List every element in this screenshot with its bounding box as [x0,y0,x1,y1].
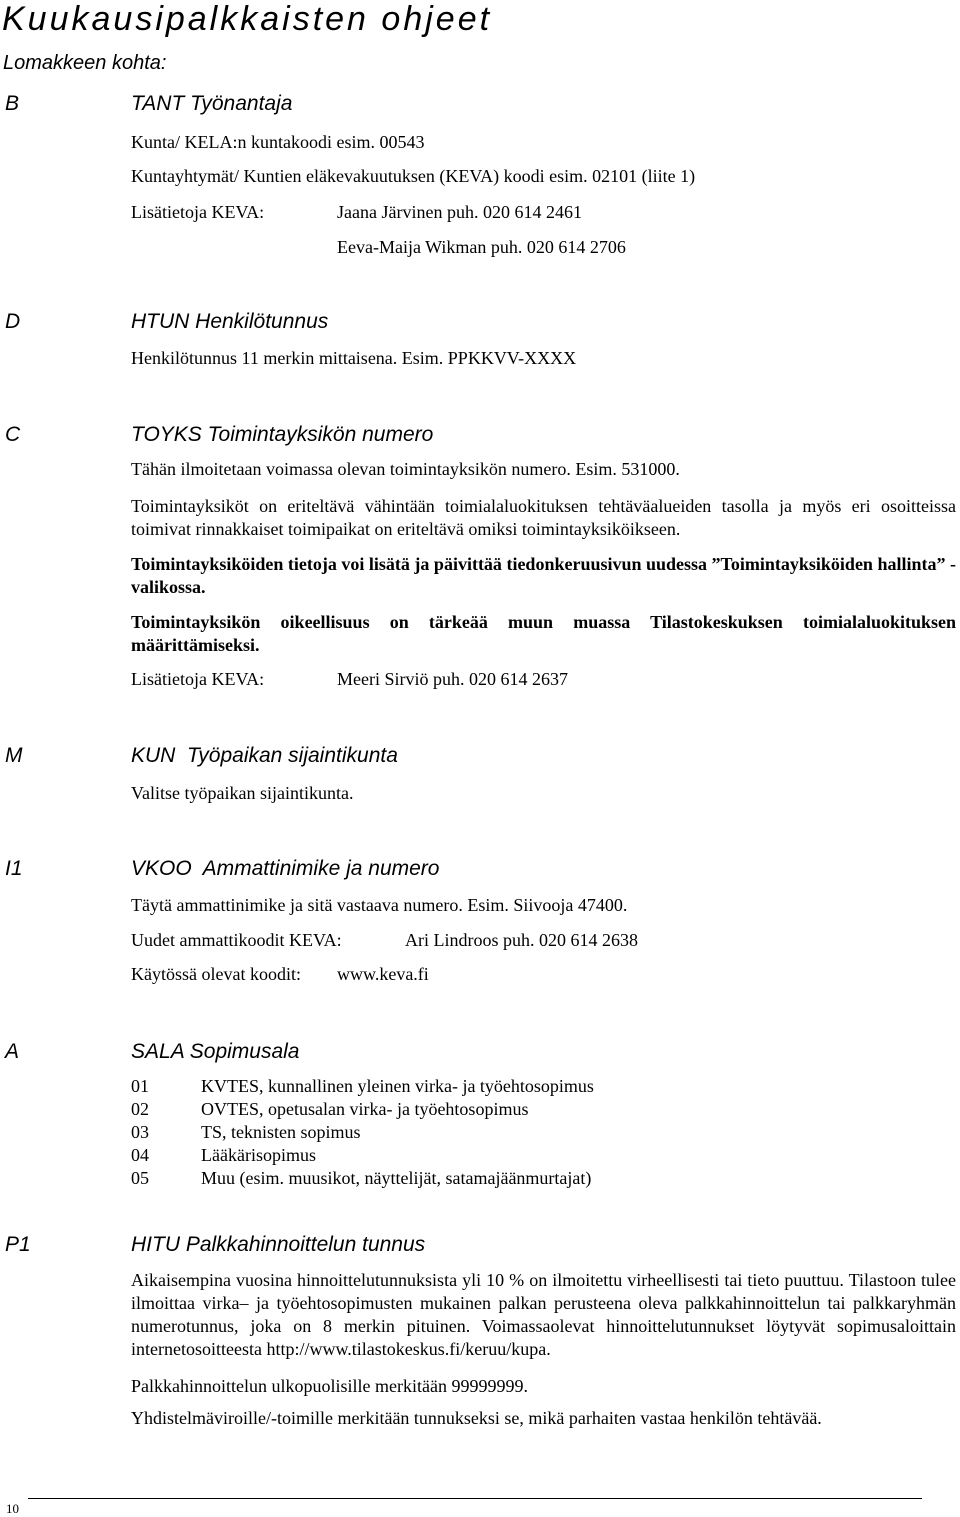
unit-correctness-paragraph: Toimintayksikön oikeellisuus on tärkeää muun muassa Tilastokeskuksen toimialaluokituksen määrittämiseksi. [131,612,956,655]
section-code-m: M [5,744,23,767]
contact-person-c: Meeri Sirviö puh. 020 614 2637 [337,669,568,689]
agreement-number: 01 [131,1076,149,1096]
section-code-d: D [5,310,21,333]
combined-posts-line: Yhdistelmäviroille/-toimille merkitään tunnukseksi se, mikä parhaiten vastaa henkilön tehtävää. [131,1408,822,1428]
section-heading-i1: VKOO Ammattinimike ja numero [131,857,440,880]
occupation-contact-person: Ari Lindroos puh. 020 614 2638 [405,930,638,950]
agreement-number: 05 [131,1168,149,1188]
unit-number-instruction: Tähän ilmoitetaan voimassa olevan toimintayksikön numero. Esim. 531000. [131,459,680,479]
agreement-number: 03 [131,1122,149,1142]
agreement-name: OVTES, opetusalan virka- ja työehtosopimus [201,1099,529,1119]
occupation-contact-line [131,930,638,951]
section-heading-b: TANT Työnantaja [131,92,293,115]
agreement-number: 02 [131,1099,149,1119]
contact-person-1: Jaana Järvinen puh. 020 614 2461 [337,202,582,222]
section-code-a: A [5,1040,20,1063]
contact-line-b [131,202,582,223]
section-code-p1: P1 [5,1233,31,1256]
outside-pay-scale-line: Palkkahinnoittelun ulkopuolisille merkitään 99999999. [131,1376,528,1396]
page-title: Kuukausipalkkaisten ohjeet [2,0,493,38]
occupation-instruction: Täytä ammattinimike ja sitä vastaava numero. Esim. Siivooja 47400. [131,895,628,915]
form-section-subtitle: Lomakkeen kohta: [3,52,167,74]
section-heading-m: KUN Työpaikan sijaintikunta [131,744,398,767]
section-heading-p1: HITU Palkkahinnoittelun tunnus [131,1233,426,1256]
section-heading-c: TOYKS Toimintayksikön numero [131,423,434,446]
pay-code-paragraph: Aikaisempina vuosina hinnoittelutunnuksista yli 10 % on ilmoitettu virheellisesti tai tieto puuttuu. Tilastoon tulee ilmoittaa virka– ja työehtosopimusten mukainen palkan perusteena oleva palkkahinnoittelun tai palkkaryhmän numerotunnus, joka on 8 merkin pituinen. Voimassaolevat hinnoittelutunnukset löytyvät sopimusaloittain internetosoitteesta http://www.tilastokeskus.fi/keruu/kupa. [131,1270,956,1359]
contact-label-b: Lisätietoja KEVA: [131,202,265,222]
ssn-instruction: Henkilötunnus 11 merkin mittaisena. Esim. PPKKVV-XXXX [131,348,577,368]
municipality-instruction: Valitse työpaikan sijaintikunta. [131,783,354,803]
agreement-name: Lääkärisopimus [201,1145,316,1165]
codes-link-line [131,964,429,985]
section-code-c: C [5,423,21,446]
page-number: 10 [6,1501,19,1516]
contact-line-c [131,669,568,690]
section-heading-a: SALA Sopimusala [131,1040,300,1063]
agreement-name: KVTES, kunnallinen yleinen virka- ja työehtosopimus [201,1076,594,1096]
federation-code-line: Kuntayhtymät/ Kuntien eläkevakuutuksen (KEVA) koodi esim. 02101 (liite 1) [131,166,696,186]
footer-rule [28,1498,922,1499]
codes-link-label: Käytössä olevat koodit: [131,964,301,984]
contact-label-c: Lisätietoja KEVA: [131,669,265,689]
agreement-number: 04 [131,1145,149,1165]
section-heading-d: HTUN Henkilötunnus [131,310,329,333]
occupation-contact-label: Uudet ammattikoodit KEVA: [131,930,342,950]
section-code-i1: I1 [5,857,23,880]
contact-person-2: Eeva-Maija Wikman puh. 020 614 2706 [337,237,626,257]
agreement-name: TS, teknisten sopimus [201,1122,361,1142]
section-code-b: B [5,92,20,115]
keva-link[interactable]: www.keva.fi [337,964,429,984]
agreement-list [0,1076,960,1196]
agreement-name: Muu (esim. muusikot, näyttelijät, satamajäänmurtajat) [201,1168,592,1188]
unit-specification-paragraph: Toimintayksiköt on eriteltävä vähintään toimialaluokituksen tehtäväalueiden tasolla ja myös eri osoitteissa toimivat rinnakkaiset toimipaikat on eriteltävä omiksi toimintayksiköikseen. [131,496,956,539]
municipality-code-line: Kunta/ KELA:n kuntakoodi esim. 00543 [131,132,425,152]
unit-management-paragraph: Toimintayksiköiden tietoja voi lisätä ja päivittää tiedonkeruusivun uudessa ”Toimintayksiköiden hallinta” - valikossa. [131,554,956,597]
